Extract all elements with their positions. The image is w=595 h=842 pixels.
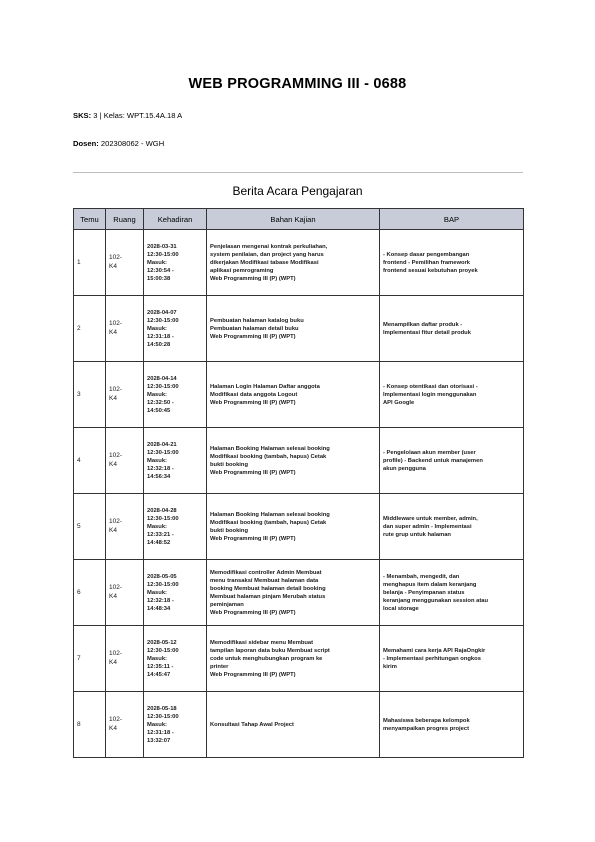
dosen-label: Dosen: [73, 139, 99, 148]
cell-bap: Middleware untuk member, admin, dan super admin - Implementasi rute grup untuk halaman [380, 494, 524, 560]
cell-kehadiran: 2028-05-05 12:30-15:00 Masuk: 12:32:18 - 14:48:34 [144, 560, 207, 626]
cell-kehadiran: 2028-04-07 12:30-15:00 Masuk: 12:31:18 - 14:50:28 [144, 296, 207, 362]
cell-temu: 8 [74, 692, 106, 758]
cell-ruang: 102- K4 [106, 560, 144, 626]
table-header-row [74, 209, 524, 230]
cell-ruang: 102- K4 [106, 626, 144, 692]
cell-bahan-kajian: Penjelasan mengenai kontrak perkuliahan, system penilaian, dan project yang harus dikerjakan Modifikasi tabase Modifikasi aplikasi pemrograming Web Programming III (P) (WPT) [207, 230, 380, 296]
cell-temu: 7 [74, 626, 106, 692]
cell-bahan-kajian: Memodifikasi sidebar menu Membuat tampilan laporan data buku Membuat script code untuk menghubungkan program ke printer Web Programming III (P) (WPT) [207, 626, 380, 692]
course-dosen-line [73, 139, 164, 148]
cell-bap: - Pengelolaan akun member (user profile) - Backend untuk manajemen akun pengguna [380, 428, 524, 494]
table-row [74, 230, 524, 296]
header-temu: Temu [74, 209, 106, 230]
cell-temu: 1 [74, 230, 106, 296]
cell-kehadiran: 2028-05-18 12:30-15:00 Masuk: 12:31:18 - 13:32:07 [144, 692, 207, 758]
table-row [74, 362, 524, 428]
cell-bap: Memahami cara kerja API RajaOngkir - Implementasi perhitungan ongkos kirim [380, 626, 524, 692]
cell-bahan-kajian: Pembuatan halaman katalog buku Pembuatan halaman detail buku Web Programming III (P) (WPT) [207, 296, 380, 362]
header-bahan-kajian: Bahan Kajian [207, 209, 380, 230]
table-row [74, 494, 524, 560]
cell-bap: Menampilkan daftar produk - Implementasi fitur detail produk [380, 296, 524, 362]
cell-kehadiran: 2028-04-14 12:30-15:00 Masuk: 12:32:50 - 14:50:45 [144, 362, 207, 428]
cell-temu: 5 [74, 494, 106, 560]
cell-bahan-kajian: Memodifikasi controller Admin Membuat menu transaksi Membuat halaman data booking Membuat halaman detail booking Membuat halaman pinjam Merubah status peminjaman Web Programming III (P) (WPT) [207, 560, 380, 626]
header-bap: BAP [380, 209, 524, 230]
cell-bahan-kajian: Halaman Login Halaman Daftar anggota Modifikasi data anggota Logout Web Programming III (P) (WPT) [207, 362, 380, 428]
cell-bahan-kajian: Halaman Booking Halaman selesai booking Modifikasi booking (tambah, hapus) Cetak bukti booking Web Programming III (P) (WPT) [207, 428, 380, 494]
cell-bap: - Konsep dasar pengembangan frontend - Pemilihan framework frontend sesuai kebutuhan proyek [380, 230, 524, 296]
header-kehadiran: Kehadiran [144, 209, 207, 230]
table-row [74, 560, 524, 626]
cell-ruang: 102- K4 [106, 362, 144, 428]
dosen-value: 202308062 - WGH [100, 139, 165, 148]
cell-bap: Mahasiswa beberapa kelompok menyampaikan progres project [380, 692, 524, 758]
table-row [74, 692, 524, 758]
course-title: WEB PROGRAMMING III - 0688 [188, 76, 407, 92]
sks-value: 3 | Kelas: WPT.15.4A.18 A [93, 111, 183, 120]
divider [73, 172, 523, 173]
cell-bap: - Konsep otentikasi dan otorisasi - Implementasi login menggunakan API Google [380, 362, 524, 428]
bap-table [73, 208, 524, 758]
cell-temu: 4 [74, 428, 106, 494]
cell-temu: 6 [74, 560, 106, 626]
sks-label: SKS: [73, 111, 92, 120]
cell-bap: - Menambah, mengedit, dan menghapus item dalam keranjang belanja - Penyimpanan status keranjang menggunakan session atau local storage [380, 560, 524, 626]
cell-temu: 2 [74, 296, 106, 362]
section-title: Berita Acara Pengajaran [232, 184, 363, 198]
cell-kehadiran: 2028-04-28 12:30-15:00 Masuk: 12:33:21 - 14:48:52 [144, 494, 207, 560]
table-row [74, 626, 524, 692]
cell-ruang: 102- K4 [106, 494, 144, 560]
cell-ruang: 102- K4 [106, 230, 144, 296]
cell-temu: 3 [74, 362, 106, 428]
cell-ruang: 102- K4 [106, 692, 144, 758]
cell-kehadiran: 2028-04-21 12:30-15:00 Masuk: 12:32:18 - 14:56:34 [144, 428, 207, 494]
table-row [74, 296, 524, 362]
cell-kehadiran: 2028-05-12 12:30-15:00 Masuk: 12:35:11 - 14:45:47 [144, 626, 207, 692]
course-sks-line [73, 111, 182, 120]
cell-bahan-kajian: Konsultasi Tahap Awal Project [207, 692, 380, 758]
cell-kehadiran: 2028-03-31 12:30-15:00 Masuk: 12:30:54 - 15:00:38 [144, 230, 207, 296]
cell-ruang: 102- K4 [106, 296, 144, 362]
header-ruang: Ruang [106, 209, 144, 230]
table-row [74, 428, 524, 494]
cell-bahan-kajian: Halaman Booking Halaman selesai booking Modifikasi booking (tambah, hapus) Cetak bukti booking Web Programming III (P) (WPT) [207, 494, 380, 560]
cell-ruang: 102- K4 [106, 428, 144, 494]
